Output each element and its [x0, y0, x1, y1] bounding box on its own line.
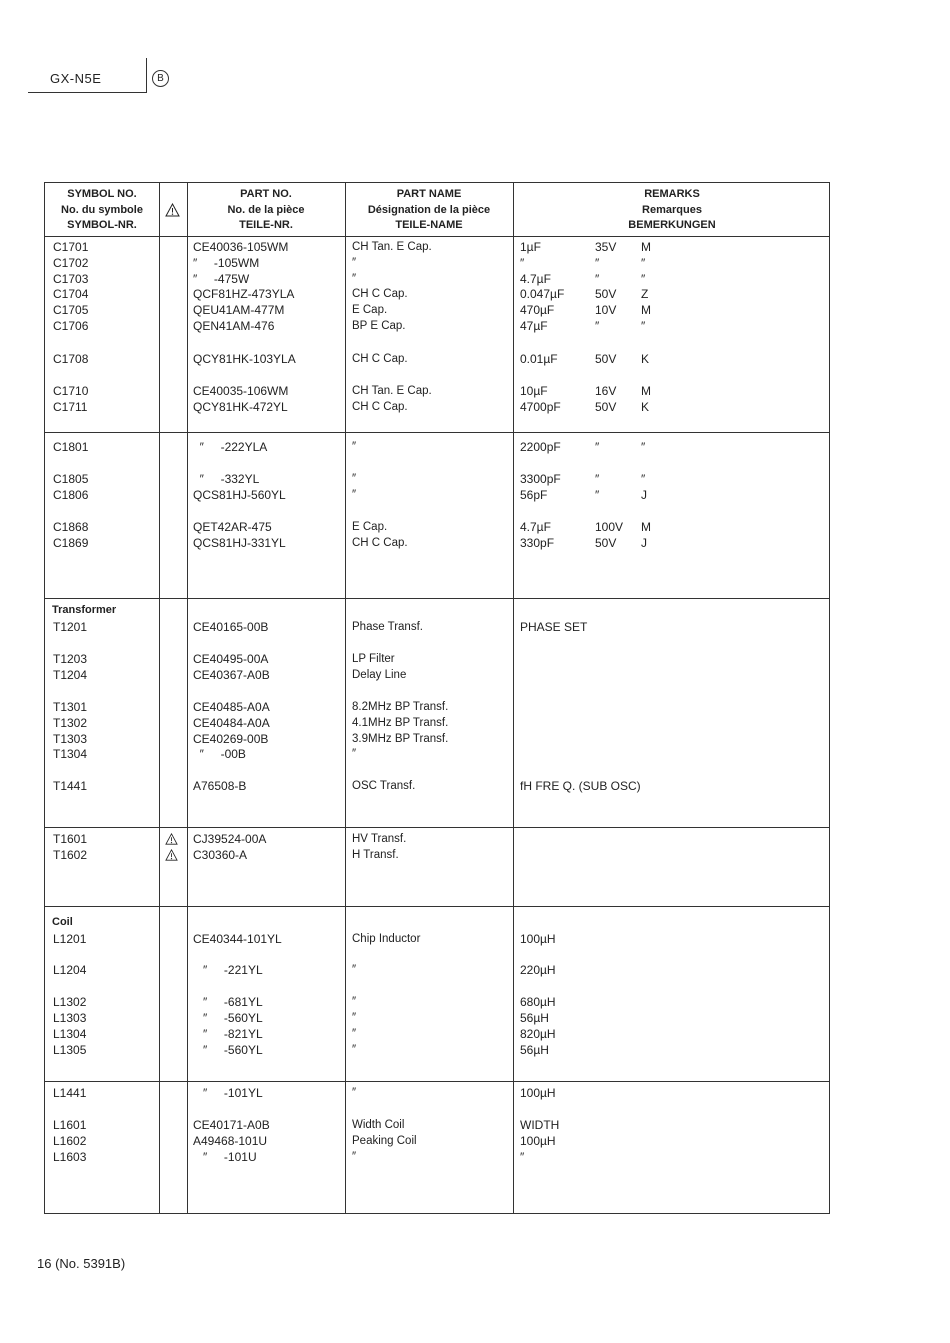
- symbol-no: L1441: [53, 1086, 87, 1100]
- part-name: CH Tan. E Cap.: [352, 241, 432, 253]
- group-title-transformer: Transformer: [52, 604, 117, 616]
- table-row: [45, 848, 829, 863]
- table-row: [45, 716, 829, 731]
- header-remarks-de: BEMERKUNGEN: [628, 219, 716, 231]
- part-no: QEN41AM-476: [193, 319, 275, 333]
- table-row: [45, 1011, 829, 1026]
- header-part-no-fr: No. de la pièce: [227, 203, 305, 216]
- remark-tolerance: ″: [641, 272, 646, 286]
- model-underline: [28, 92, 146, 93]
- remark-tolerance: M: [641, 520, 651, 534]
- table-row: [45, 779, 829, 794]
- part-name: ″: [352, 1151, 357, 1163]
- table-row: [45, 832, 829, 847]
- symbol-no: T1601: [53, 832, 88, 846]
- region-mark: B: [152, 70, 169, 87]
- remark-rating: 50V: [595, 287, 617, 301]
- remark-value: ″: [520, 1150, 525, 1164]
- part-no: ″ -222YLA: [193, 440, 268, 454]
- remark-rating: 35V: [595, 240, 617, 254]
- table-row: [45, 256, 829, 271]
- remark-value: 4.7µF: [520, 520, 551, 534]
- table-row: [45, 932, 829, 947]
- part-no: CE40269-00B: [193, 732, 269, 746]
- part-name: CH Tan. E Cap.: [352, 385, 432, 397]
- part-name: HV Transf.: [352, 833, 407, 845]
- table-row: [45, 995, 829, 1010]
- part-name: ″: [352, 257, 357, 269]
- table-row: [45, 1150, 829, 1165]
- remark-value: 220µH: [520, 963, 556, 977]
- remark-tolerance: J: [641, 536, 647, 550]
- column-rule: [159, 183, 160, 1213]
- section-rule: [45, 432, 829, 433]
- part-name: E Cap.: [352, 304, 388, 316]
- symbol-no: C1704: [53, 287, 89, 301]
- header-part-no: [187, 187, 345, 234]
- table-row: [45, 668, 829, 683]
- header-symbol-de: SYMBOL-NR.: [67, 219, 137, 231]
- part-no: A76508-B: [193, 779, 247, 793]
- header-part-name-en: PART NAME: [396, 188, 462, 200]
- remark-rating: ″: [595, 440, 600, 454]
- part-no: ″ -560YL: [193, 1011, 263, 1025]
- remark-value: 100µH: [520, 932, 556, 946]
- remark-tolerance: Z: [641, 287, 649, 301]
- remark-value: WIDTH: [520, 1118, 560, 1132]
- header-symbol: [45, 187, 159, 234]
- remark-value: 330pF: [520, 536, 555, 550]
- symbol-no: L1601: [53, 1118, 87, 1132]
- table-row: [45, 732, 829, 747]
- remark-value: 47µF: [520, 319, 548, 333]
- part-name: Phase Transf.: [352, 621, 423, 633]
- part-no: ″ -105WM: [193, 256, 260, 270]
- remark-rating: 50V: [595, 352, 617, 366]
- part-name: Chip Inductor: [352, 933, 421, 945]
- header-remarks: [513, 187, 831, 234]
- table-row: [45, 747, 829, 762]
- table-row: [45, 963, 829, 978]
- part-name: Peaking Coil: [352, 1135, 417, 1147]
- part-no: A49468-101U: [193, 1134, 268, 1148]
- remark-rating: 50V: [595, 400, 617, 414]
- part-no: CE40485-A0A: [193, 700, 270, 714]
- part-name: ″: [352, 441, 357, 453]
- remark-value: 0.047µF: [520, 287, 565, 301]
- part-no: QCS81HJ-331YL: [193, 536, 286, 550]
- part-name: 4.1MHz BP Transf.: [352, 717, 449, 729]
- remark-tolerance: K: [641, 352, 650, 366]
- remark-rating: 50V: [595, 536, 617, 550]
- remark-value: 56µH: [520, 1043, 549, 1057]
- remark-rating: ″: [595, 488, 600, 502]
- group-title-coil: Coil: [52, 916, 73, 928]
- table-row: [45, 319, 829, 334]
- remark-tolerance: M: [641, 240, 651, 254]
- remark-value: 100µH: [520, 1086, 556, 1100]
- part-name: ″: [352, 473, 357, 485]
- remark-rating: ″: [595, 319, 600, 333]
- symbol-no: T1204: [53, 668, 88, 682]
- remark-tolerance: M: [641, 303, 651, 317]
- remark-value: 4700pF: [520, 400, 561, 414]
- part-name: ″: [352, 964, 357, 976]
- part-no: CJ39524-00A: [193, 832, 267, 846]
- part-name: Width Coil: [352, 1119, 405, 1131]
- part-name: 8.2MHz BP Transf.: [352, 701, 449, 713]
- part-name: CH C Cap.: [352, 401, 408, 413]
- remark-rating: 10V: [595, 303, 617, 317]
- part-no: ″ -821YL: [193, 1027, 263, 1041]
- part-no: ″ -681YL: [193, 995, 263, 1009]
- remark-rating: ″: [595, 472, 600, 486]
- symbol-no: L1302: [53, 995, 87, 1009]
- part-no: CE40367-A0B: [193, 668, 270, 682]
- safety-warning-icon: [165, 203, 180, 217]
- header-rule: [45, 236, 829, 237]
- part-no: QCY81HK-103YLA: [193, 352, 296, 366]
- table-row: [45, 272, 829, 287]
- remark-rating: 100V: [595, 520, 624, 534]
- part-name: ″: [352, 1044, 357, 1056]
- part-name: CH C Cap.: [352, 353, 408, 365]
- part-name: ″: [352, 1087, 357, 1099]
- part-name: BP E Cap.: [352, 320, 406, 332]
- part-no: ″ -475W: [193, 272, 250, 286]
- part-name: Delay Line: [352, 669, 407, 681]
- part-no: CE40036-105WM: [193, 240, 289, 254]
- symbol-no: T1303: [53, 732, 88, 746]
- remark-value: 10µF: [520, 384, 548, 398]
- table-row: [45, 700, 829, 715]
- column-rule: [187, 183, 188, 1213]
- part-no: CE40484-A0A: [193, 716, 270, 730]
- page-number: 16 (No. 5391B): [37, 1256, 126, 1271]
- part-no: CE40344-101YL: [193, 932, 282, 946]
- symbol-no: L1303: [53, 1011, 87, 1025]
- table-row: [45, 520, 829, 535]
- part-name: LP Filter: [352, 653, 395, 665]
- part-no: QCS81HJ-560YL: [193, 488, 286, 502]
- column-rule: [345, 183, 346, 1213]
- part-no: ″ -221YL: [193, 963, 263, 977]
- part-no: CE40171-A0B: [193, 1118, 270, 1132]
- header-part-no-en: PART NO.: [240, 188, 292, 200]
- symbol-no: T1602: [53, 848, 88, 862]
- part-name: 3.9MHz BP Transf.: [352, 733, 449, 745]
- symbol-no: C1710: [53, 384, 89, 398]
- remark-rating: 16V: [595, 384, 617, 398]
- safety-warning-icon: [165, 849, 178, 861]
- safety-warning-icon: [165, 833, 178, 845]
- symbol-no: C1711: [53, 400, 88, 414]
- part-no: ″ -332YL: [193, 472, 260, 486]
- remark-value: 100µH: [520, 1134, 556, 1148]
- part-name: E Cap.: [352, 521, 388, 533]
- remark-tolerance: ″: [641, 256, 646, 270]
- part-name: H Transf.: [352, 849, 399, 861]
- part-name: OSC Transf.: [352, 780, 416, 792]
- header-part-name-fr: Désignation de la pièce: [367, 203, 491, 216]
- header-remarks-fr: Remarques: [642, 203, 702, 216]
- symbol-no: C1805: [53, 472, 89, 486]
- model-label: GX-N5E: [50, 71, 102, 86]
- section-rule: [45, 598, 829, 599]
- part-no: ″ -00B: [193, 747, 246, 761]
- remark-value: fH FRE Q. (SUB OSC): [520, 779, 641, 793]
- part-no: ″ -101U: [193, 1150, 257, 1164]
- remark-tolerance: ″: [641, 319, 646, 333]
- remark-rating: ″: [595, 256, 600, 270]
- remark-tolerance: M: [641, 384, 651, 398]
- remark-tolerance: ″: [641, 440, 646, 454]
- symbol-no: L1603: [53, 1150, 87, 1164]
- table-row: [45, 303, 829, 318]
- header-symbol-fr: No. du symbole: [61, 203, 143, 216]
- part-no: QCF81HZ-473YLA: [193, 287, 295, 301]
- part-no: QET42AR-475: [193, 520, 272, 534]
- remark-value: 56pF: [520, 488, 548, 502]
- symbol-no: C1869: [53, 536, 89, 550]
- header-symbol-en: SYMBOL NO.: [67, 188, 137, 200]
- symbol-no: L1305: [53, 1043, 87, 1057]
- remark-value: 1µF: [520, 240, 541, 254]
- part-no: ″ -101YL: [193, 1086, 263, 1100]
- symbol-no: T1203: [53, 652, 88, 666]
- part-no: ″ -560YL: [193, 1043, 263, 1057]
- part-name: ″: [352, 1028, 357, 1040]
- part-name: ″: [352, 996, 357, 1008]
- symbol-no: C1702: [53, 256, 89, 270]
- table-row: [45, 352, 829, 367]
- symbol-no: C1705: [53, 303, 89, 317]
- remark-value: ″: [520, 256, 525, 270]
- table-row: [45, 240, 829, 255]
- table-row: [45, 536, 829, 551]
- part-no: QCY81HK-472YL: [193, 400, 288, 414]
- header-remarks-en: REMARKS: [644, 188, 700, 200]
- symbol-no: L1602: [53, 1134, 87, 1148]
- symbol-no: T1304: [53, 747, 88, 761]
- model-divider: [146, 58, 147, 93]
- symbol-no: C1806: [53, 488, 89, 502]
- symbol-no: T1201: [53, 620, 88, 634]
- symbol-no: L1204: [53, 963, 87, 977]
- table-row: [45, 652, 829, 667]
- remark-value: 680µH: [520, 995, 556, 1009]
- symbol-no: L1304: [53, 1027, 87, 1041]
- part-no: C30360-A: [193, 848, 248, 862]
- remark-tolerance: ″: [641, 472, 646, 486]
- remark-value: 3300pF: [520, 472, 561, 486]
- header-part-name: [345, 187, 513, 234]
- table-row: [45, 1118, 829, 1133]
- remark-value: 56µH: [520, 1011, 549, 1025]
- part-name: ″: [352, 1012, 357, 1024]
- part-name: ″: [352, 489, 357, 501]
- remark-value: 4.7µF: [520, 272, 551, 286]
- symbol-no: T1441: [53, 779, 88, 793]
- section-rule: [45, 906, 829, 907]
- section-rule: [45, 827, 829, 828]
- remark-value: 820µH: [520, 1027, 556, 1041]
- table-row: [45, 488, 829, 503]
- table-row: [45, 1027, 829, 1042]
- symbol-no: C1868: [53, 520, 89, 534]
- header-part-name-de: TEILE-NAME: [395, 219, 463, 231]
- header-part-no-de: TEILE-NR.: [239, 219, 293, 231]
- table-row: [45, 1086, 829, 1101]
- table-row: [45, 384, 829, 399]
- part-no: CE40165-00B: [193, 620, 269, 634]
- table-row: [45, 1134, 829, 1149]
- remark-value: 0.01µF: [520, 352, 558, 366]
- symbol-no: C1703: [53, 272, 89, 286]
- table-row: [45, 440, 829, 455]
- symbol-no: C1701: [53, 240, 89, 254]
- remark-value: 470µF: [520, 303, 555, 317]
- symbol-no: C1706: [53, 319, 89, 333]
- part-name: ″: [352, 748, 357, 760]
- remark-rating: ″: [595, 272, 600, 286]
- symbol-no: T1302: [53, 716, 88, 730]
- symbol-no: L1201: [53, 932, 87, 946]
- part-name: CH C Cap.: [352, 537, 408, 549]
- part-name: CH C Cap.: [352, 288, 408, 300]
- symbol-no: C1801: [53, 440, 89, 454]
- remark-value: PHASE SET: [520, 620, 588, 634]
- table-row: [45, 400, 829, 415]
- parts-list-table: [44, 182, 830, 1214]
- symbol-no: C1708: [53, 352, 89, 366]
- remark-tolerance: J: [641, 488, 647, 502]
- symbol-no: T1301: [53, 700, 88, 714]
- part-name: ″: [352, 273, 357, 285]
- part-no: CE40495-00A: [193, 652, 269, 666]
- table-row: [45, 287, 829, 302]
- table-row: [45, 472, 829, 487]
- column-rule: [513, 183, 514, 1213]
- remark-tolerance: K: [641, 400, 650, 414]
- part-no: CE40035-106WM: [193, 384, 289, 398]
- table-row: [45, 1043, 829, 1058]
- remark-value: 2200pF: [520, 440, 561, 454]
- section-rule: [45, 1081, 829, 1082]
- part-no: QEU41AM-477M: [193, 303, 285, 317]
- table-row: [45, 620, 829, 635]
